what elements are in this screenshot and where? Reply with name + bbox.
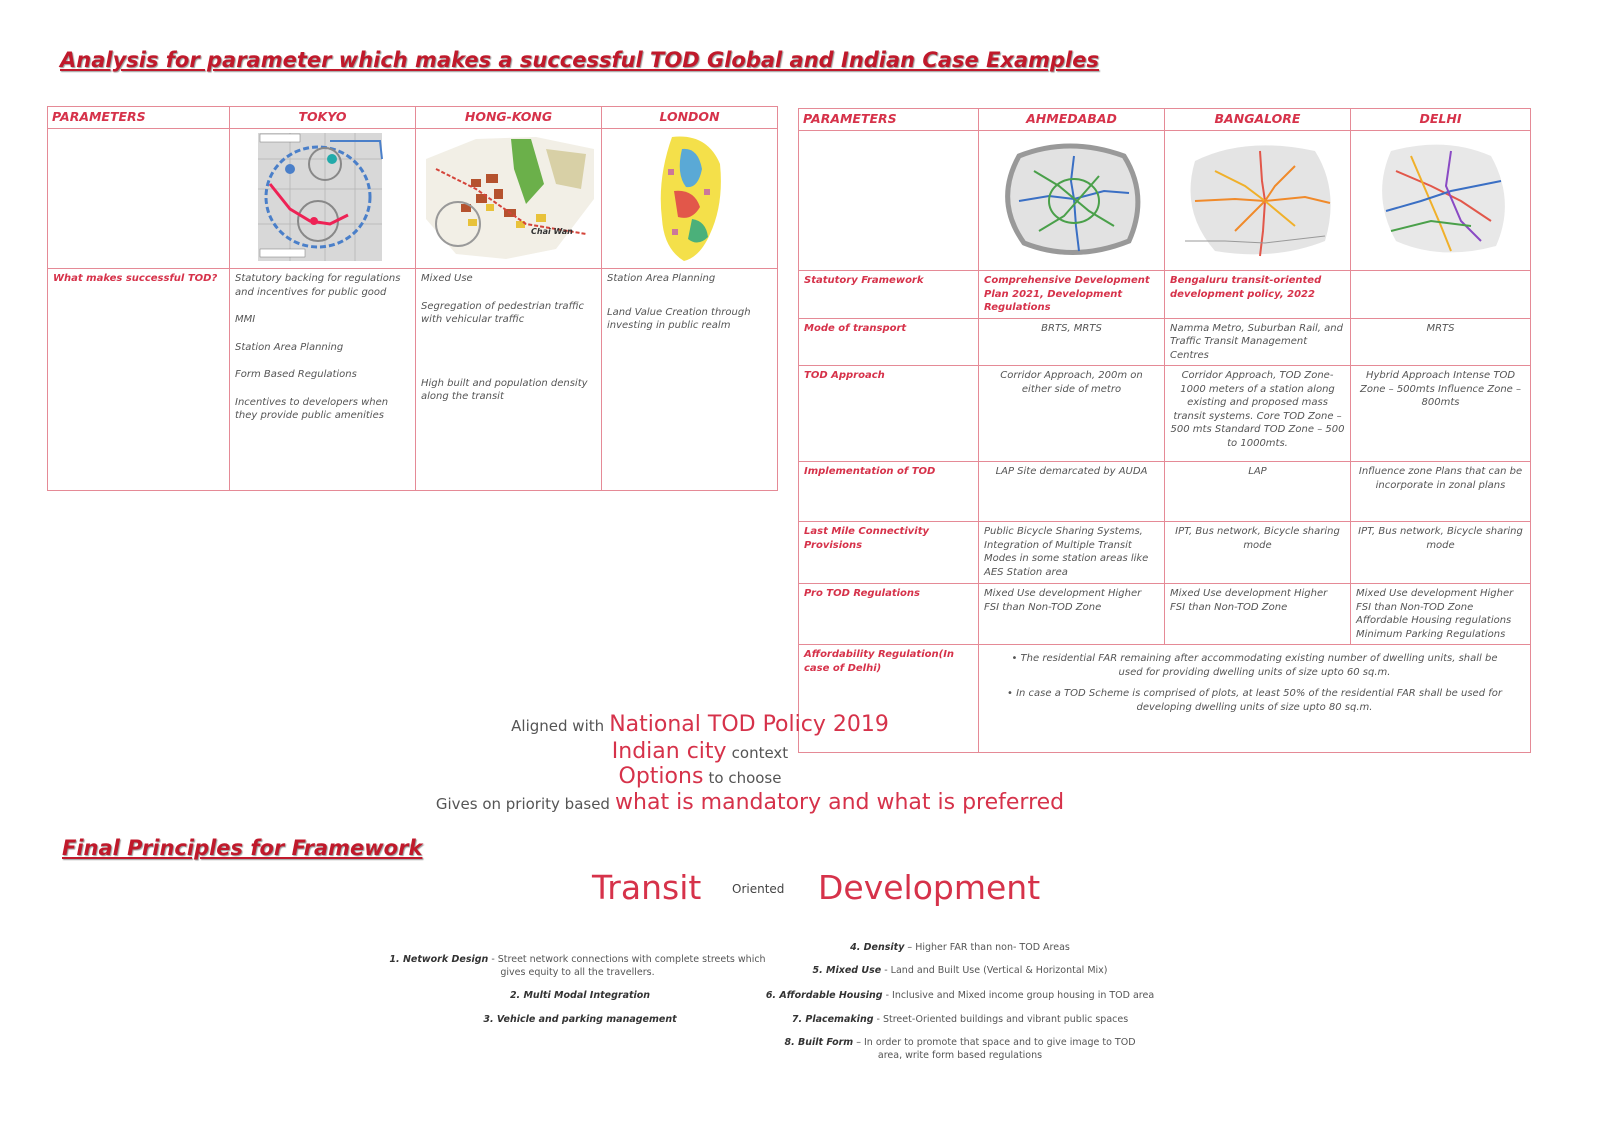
row-label-implementation: Implementation of TOD (799, 462, 979, 522)
word-transit: Transit (592, 868, 702, 907)
hongkong-map-image (416, 129, 601, 264)
tokyo-map (230, 128, 416, 269)
word-development: Development (818, 868, 1041, 907)
final-principles-title: Final Principles for Framework (62, 836, 423, 860)
tokyo-map-image (230, 129, 415, 264)
principle-text: – Higher FAR than non- TOD Areas (904, 942, 1070, 953)
header-bangalore: BANGALORE (1165, 109, 1351, 131)
london-factor: Land Value Creation through investing in public realm (607, 306, 751, 332)
global-case-table (47, 106, 778, 491)
principle-heading: 8. Built Form (784, 1037, 854, 1048)
policy-small: to choose (708, 769, 782, 787)
policy-line-1 (440, 712, 960, 737)
header-ahmedabad: AHMEDABAD (979, 109, 1165, 131)
tokyo-factor: Statutory backing for regulations and incentives for public good (235, 273, 401, 298)
tokyo-factors (230, 269, 416, 491)
row-label-successful-tod: What makes successful TOD? (48, 269, 230, 491)
ahmedabad-approach: Corridor Approach, 200m on either side of metro (979, 366, 1165, 462)
hongkong-factors (416, 269, 602, 491)
hk-map-label: Chai Wan (531, 226, 573, 236)
header-delhi: DELHI (1351, 109, 1531, 131)
header-tokyo: TOKYO (230, 107, 416, 129)
principle-heading: 2. Multi Modal Integration (509, 990, 651, 1001)
principle-heading: 3. Vehicle and parking management (483, 1014, 677, 1025)
principle-heading: 6. Affordable Housing (765, 990, 883, 1001)
delhi-approach: Hybrid Approach Intense TOD Zone – 500mts Influence Zone – 800mts (1351, 366, 1531, 462)
header-parameters: PARAMETERS (799, 109, 979, 131)
principle-4 (770, 941, 1150, 954)
principle-heading: 4. Density (850, 942, 905, 953)
tokyo-factor: Incentives to developers when they provide public amenities (235, 396, 389, 422)
principle-text: - Street-Oriented buildings and vibrant public spaces (873, 1014, 1129, 1025)
policy-small: context (731, 744, 789, 762)
policy-highlight: Indian city (611, 739, 727, 764)
delhi-mode: MRTS (1351, 318, 1531, 366)
affordability-bullet: • The residential FAR remaining after accommodating existing number of dwelling units, shall be used for providing dwelling units of size upto 60 sq.m. (1011, 653, 1498, 678)
policy-line-4 (380, 790, 1120, 815)
principle-text: - Land and Built Use (Vertical & Horizontal Mix) (881, 965, 1108, 976)
ahmedabad-map-image (979, 131, 1164, 266)
principle-7 (770, 1013, 1150, 1026)
ahmedabad-pro-tod: Mixed Use development Higher FSI than Non-TOD Zone (979, 584, 1165, 645)
principle-8 (772, 1036, 1148, 1063)
bangalore-mode: Namma Metro, Suburban Rail, and Traffic Transit Management Centres (1165, 318, 1351, 366)
tokyo-factor: Form Based Regulations (235, 369, 357, 381)
indian-case-table (798, 108, 1531, 753)
london-map-image (602, 129, 777, 264)
affordability-regulations (979, 645, 1531, 753)
delhi-implementation: Influence zone Plans that can be incorporate in zonal plans (1351, 462, 1531, 522)
policy-line-3 (440, 764, 960, 789)
principle-text: - Inclusive and Mixed income group housing in TOD area (882, 990, 1155, 1001)
policy-highlight: what is mandatory and what is preferred (615, 790, 1065, 815)
principle-5 (770, 964, 1150, 977)
header-parameters: PARAMETERS (48, 107, 230, 129)
policy-small: Aligned with (511, 717, 605, 735)
bangalore-statutory: Bengaluru transit-oriented development policy, 2022 (1165, 271, 1351, 319)
row-label-last-mile: Last Mile Connectivity Provisions (799, 522, 979, 584)
policy-highlight: National TOD Policy 2019 (609, 712, 889, 737)
principle-text: – In order to promote that space and to give image to TOD area, write form based regulations (853, 1037, 1136, 1062)
principle-heading: 1. Network Design (389, 954, 489, 965)
main-title: Analysis for parameter which makes a successful TOD Global and Indian Case Examples (60, 48, 1099, 72)
bangalore-implementation: LAP (1165, 462, 1351, 522)
ahmedabad-map (979, 130, 1165, 271)
ahmedabad-implementation: LAP Site demarcated by AUDA (979, 462, 1165, 522)
ahmedabad-mode: BRTS, MRTS (979, 318, 1165, 366)
delhi-map-image (1351, 131, 1530, 266)
hk-factor: Mixed Use (421, 273, 473, 285)
principle-heading: 7. Placemaking (791, 1014, 874, 1025)
hongkong-map (416, 128, 602, 269)
hk-factor: High built and population density along the transit (421, 377, 588, 403)
row-label-affordability: Affordability Regulation(In case of Delhi) (799, 645, 979, 753)
header-london: LONDON (602, 107, 778, 129)
principle-3 (420, 1013, 740, 1026)
tokyo-factor: MMI (235, 314, 256, 326)
delhi-last-mile: IPT, Bus network, Bicycle sharing mode (1351, 522, 1531, 584)
london-factor: Station Area Planning (607, 273, 716, 285)
london-factors (602, 269, 778, 491)
principle-1 (380, 953, 775, 980)
tokyo-factor: Station Area Planning (235, 341, 344, 353)
delhi-pro-tod: Mixed Use development Higher FSI than Non-TOD Zone Affordable Housing regulations Minimum Parking Regulations (1351, 584, 1531, 645)
principle-2 (420, 989, 740, 1002)
empty-cell (48, 128, 230, 269)
row-label-pro-tod: Pro TOD Regulations (799, 584, 979, 645)
policy-highlight: Options (618, 764, 704, 789)
bangalore-approach: Corridor Approach, TOD Zone- 1000 meters of a station along existing and proposed mass transit systems. Core TOD Zone – 500 mts Standard TOD Zone – 500 to 1000mts. (1165, 366, 1351, 462)
bangalore-last-mile: IPT, Bus network, Bicycle sharing mode (1165, 522, 1351, 584)
ahmedabad-last-mile: Public Bicycle Sharing Systems, Integration of Multiple Transit Modes in some station areas like AES Station area (979, 522, 1165, 584)
row-label-mode: Mode of transport (799, 318, 979, 366)
row-label-approach: TOD Approach (799, 366, 979, 462)
delhi-map (1351, 130, 1531, 271)
principle-6 (760, 989, 1160, 1002)
london-map (602, 128, 778, 269)
word-oriented: Oriented (732, 882, 785, 896)
delhi-statutory (1351, 271, 1531, 319)
hk-factor: Segregation of pedestrian traffic with vehicular traffic (421, 300, 585, 326)
header-hongkong: HONG-KONG (416, 107, 602, 129)
row-label-statutory: Statutory Framework (799, 271, 979, 319)
bangalore-pro-tod: Mixed Use development Higher FSI than Non-TOD Zone (1165, 584, 1351, 645)
empty-cell (799, 130, 979, 271)
affordability-bullet: • In case a TOD Scheme is comprised of plots, at least 50% of the residential FAR shall be used for developing dwelling units of size upto 80 sq.m. (1007, 688, 1502, 713)
policy-line-2 (440, 739, 960, 764)
bangalore-map (1165, 130, 1351, 271)
bangalore-map-image (1165, 131, 1350, 266)
principle-text: - Street network connections with complete streets which gives equity to all the travellers. (488, 954, 766, 979)
ahmedabad-statutory: Comprehensive Development Plan 2021, Development Regulations (979, 271, 1165, 319)
principle-heading: 5. Mixed Use (812, 965, 882, 976)
policy-small: Gives on priority based (435, 795, 610, 813)
